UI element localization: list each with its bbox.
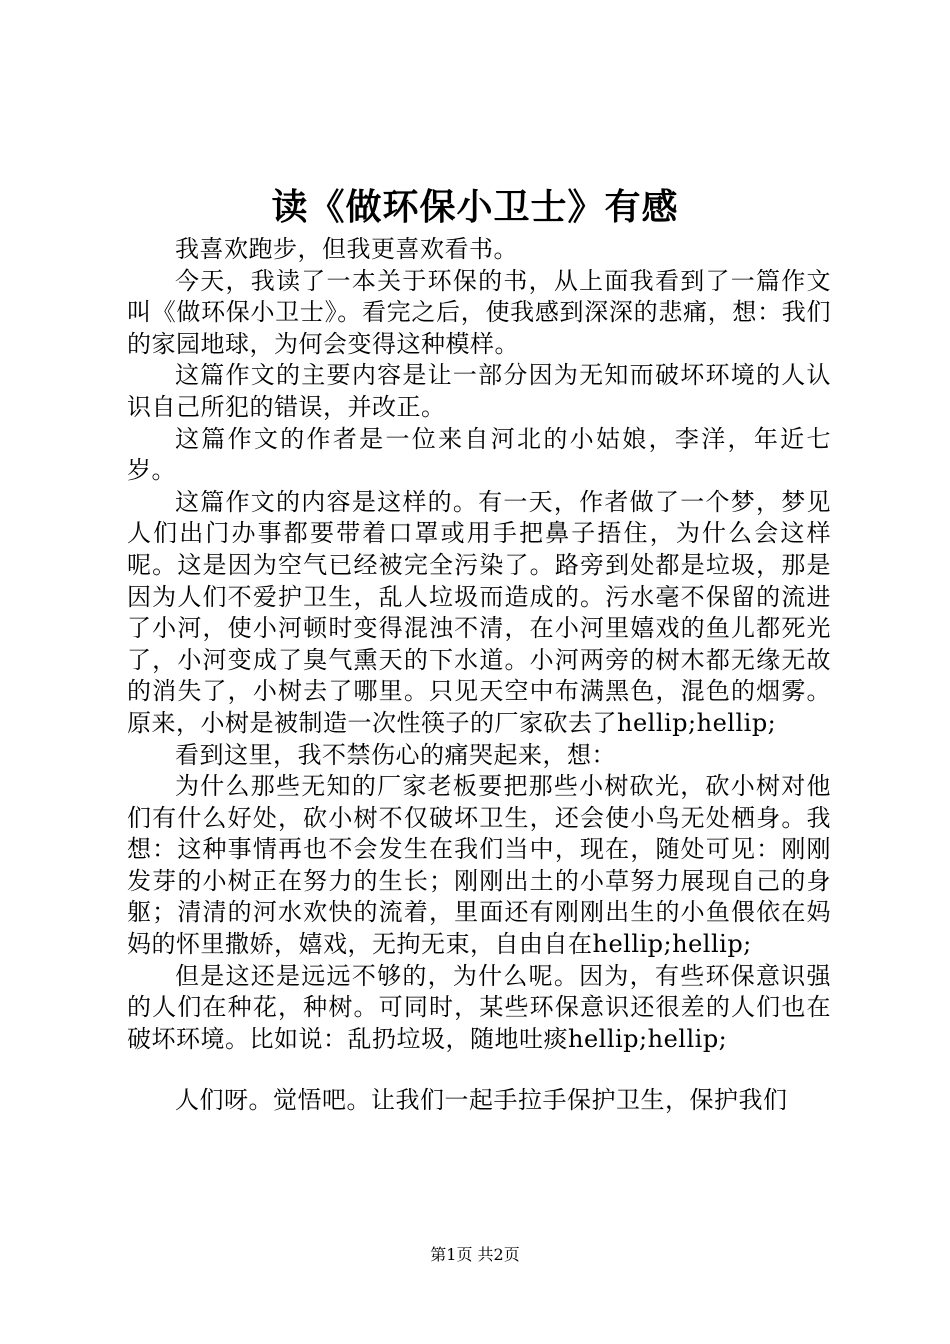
paragraph: 这篇作文的主要内容是让一部分因为无知而破坏环境的人认识自己所犯的错误，并改正。 xyxy=(127,361,831,421)
paragraph: 人们呀。觉悟吧。让我们一起手拉手保护卫生，保护我们 xyxy=(175,1086,788,1115)
paragraph: 看到这里，我不禁伤心的痛哭起来，想： xyxy=(175,740,616,769)
paragraph: 我喜欢跑步，但我更喜欢看书。 xyxy=(175,235,518,263)
document-body xyxy=(127,234,831,1117)
paragraph: 今天，我读了一本关于环保的书，从上面我看到了一篇作文叫《做环保小卫士》。看完之后，使我感到深深的悲痛，想：我们的家园地球，为何会变得这种模样。 xyxy=(127,266,831,358)
paragraph: 但是这还是远远不够的，为什么呢。因为，有些环保意识强的人们在种花，种树。可同时，某些环保意识还很差的人们也在破坏环境。比如说：乱扔垃圾，随地吐痰hellip;hellip; xyxy=(127,961,831,1053)
page-footer: 第1页 共2页 xyxy=(430,1245,520,1264)
paragraph: 这篇作文的作者是一位来自河北的小姑娘，李洋，年近七岁。 xyxy=(127,424,831,485)
paragraph: 这篇作文的内容是这样的。有一天，作者做了一个梦，梦见人们出门办事都要带着口罩或用手把鼻子捂住，为什么会这样呢。这是因为空气已经被完全污染了。路旁到处都是垃圾，那是因为人们不爱护卫生，乱人垃圾而造成的。污水毫不保留的流进了小河，使小河顿时变得混浊不清，在小河里嬉戏的鱼儿都死光了，小河变成了臭气熏天的下水道。小河两旁的树木都无缘无故的消失了，小树去了哪里。只见天空中布满黑色，混色的烟雾。原来，小树是被制造一次性筷子的厂家砍去了hellip;hellip; xyxy=(127,487,831,737)
paragraph: 为什么那些无知的厂家老板要把那些小树砍光，砍小树对他们有什么好处，砍小树不仅破坏卫生，还会使小鸟无处栖身。我想：这种事情再也不会发生在我们当中，现在，随处可见：刚刚发芽的小树正在努力的生长；刚刚出土的小草努力展现自己的身躯；清清的河水欢快的流着，里面还有刚刚出生的小鱼偎依在妈妈的怀里撒娇，嬉戏，无拘无束，自由自在hellip;hellip; xyxy=(127,772,831,959)
document-title: 读《做环保小卫士》有感 xyxy=(271,186,679,228)
